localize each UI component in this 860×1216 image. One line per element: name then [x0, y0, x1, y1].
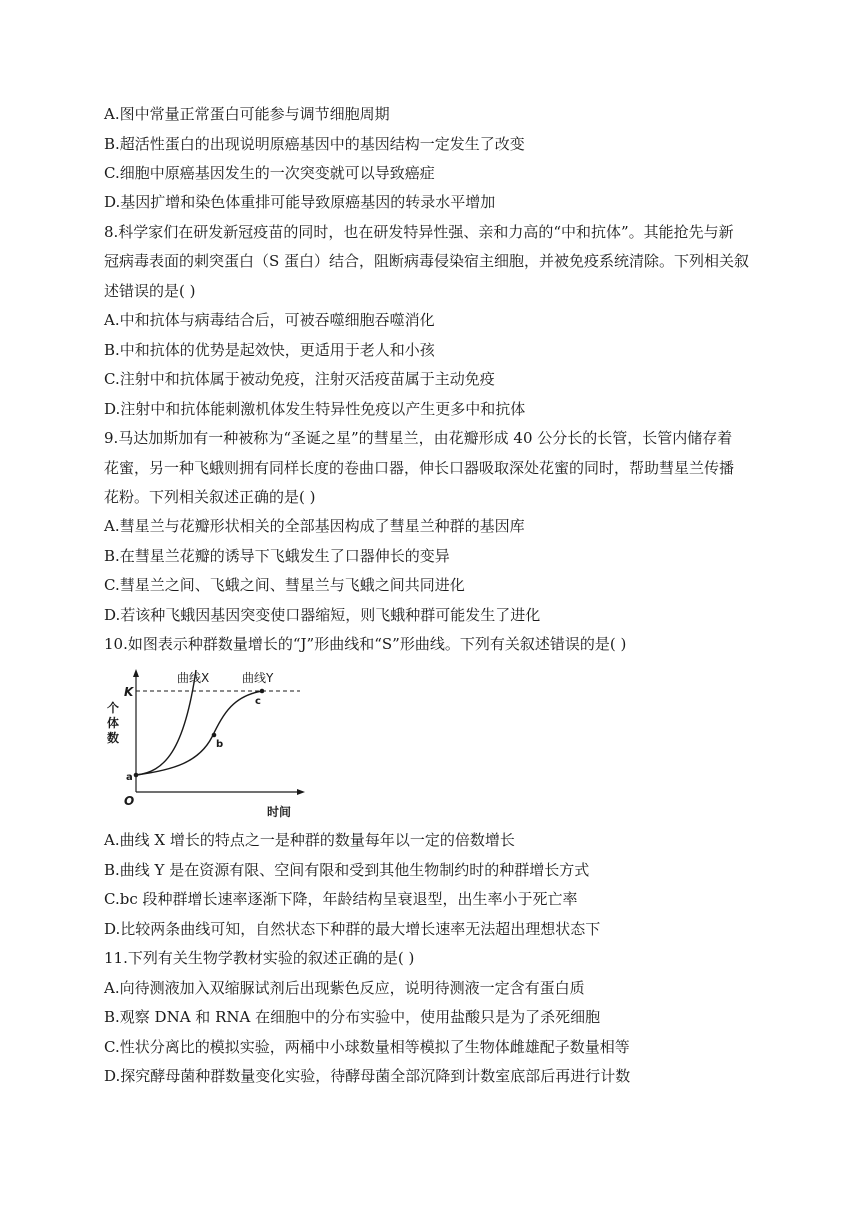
- q11-option-a: A.向待测液加入双缩脲试剂后出现紫色反应，说明待测液一定含有蛋白质: [104, 979, 585, 997]
- curve-x: [136, 670, 196, 775]
- q11-option-c: C.性状分离比的模拟实验，两桶中小球数量相等模拟了生物体雌雄配子数量相等: [104, 1038, 630, 1056]
- point-b-label: b: [216, 739, 224, 750]
- q8-stem-line-1: 8.科学家们在研发新冠疫苗的同时，也在研发特异性强、亲和力高的“中和抗体”。其能抢先与新: [104, 223, 734, 241]
- q10-option-b: B.曲线 Y 是在资源有限、空间有限和受到其他生物制约时的种群增长方式: [104, 861, 590, 879]
- q7-option-c: C.细胞中原癌基因发生的一次突变就可以导致癌症: [104, 164, 435, 182]
- q10-option-a: A.曲线 X 增长的特点之一是种群的数量每年以一定的倍数增长: [104, 831, 515, 849]
- population-growth-graph: [104, 662, 310, 822]
- q8-option-b: B.中和抗体的优势是起效快，更适用于老人和小孩: [104, 341, 435, 359]
- q9-option-c: C.彗星兰之间、飞蛾之间、彗星兰与飞蛾之间共同进化: [104, 576, 465, 594]
- y-axis-label-2: 体: [107, 716, 120, 730]
- q9-stem-line-3: 花粉。下列相关叙述正确的是( ): [104, 488, 316, 506]
- q10-option-c: C.bc 段种群增长速率逐渐下降，年龄结构呈衰退型，出生率小于死亡率: [104, 890, 578, 908]
- point-b: [212, 733, 217, 738]
- point-a-label: a: [126, 772, 133, 783]
- q9-option-b: B.在彗星兰花瓣的诱导下飞蛾发生了口器伸长的变异: [104, 547, 450, 565]
- y-axis-arrow: [133, 669, 139, 677]
- q7-option-a: A.图中常量正常蛋白可能参与调节细胞周期: [104, 105, 390, 123]
- q7-option-b: B.超活性蛋白的出现说明原癌基因中的基因结构一定发生了改变: [104, 135, 525, 153]
- q8-option-a: A.中和抗体与病毒结合后，可被吞噬细胞吞噬消化: [104, 311, 435, 329]
- q9-option-a: A.彗星兰与花瓣形状相关的全部基因构成了彗星兰种群的基因库: [104, 517, 525, 535]
- x-axis-label: 时间: [267, 805, 292, 819]
- curve-y-label: 曲线Y: [242, 671, 274, 685]
- q11-stem: 11.下列有关生物学教材实验的叙述正确的是( ): [104, 949, 415, 967]
- q9-stem-line-2: 花蜜，另一种飞蛾则拥有同样长度的卷曲口器，伸长口器吸取深处花蜜的同时，帮助彗星兰传播: [104, 459, 735, 477]
- q7-option-d: D.基因扩增和染色体重排可能导致原癌基因的转录水平增加: [104, 193, 496, 211]
- q8-stem-line-2: 冠病毒表面的刺突蛋白（S 蛋白）结合，阻断病毒侵染宿主细胞，并被免疫系统清除。下列相关叙: [104, 252, 750, 270]
- point-c-label: c: [255, 696, 261, 707]
- q9-option-d: D.若该种飞蛾因基因突变使口器缩短，则飞蛾种群可能发生了进化: [104, 606, 541, 624]
- curve-x-label: 曲线X: [177, 671, 210, 685]
- q11-option-d: D.探究酵母菌种群数量变化实验，待酵母菌全部沉降到计数室底部后再进行计数: [104, 1067, 631, 1085]
- q10-option-d: D.比较两条曲线可知，自然状态下种群的最大增长速率无法超出理想状态下: [104, 920, 601, 938]
- q11-option-b: B.观察 DNA 和 RNA 在细胞中的分布实验中，使用盐酸只是为了杀死细胞: [104, 1008, 601, 1026]
- point-c: [260, 689, 265, 694]
- point-a: [134, 773, 139, 778]
- k-label: K: [124, 685, 134, 699]
- y-axis-label-1: 个: [107, 701, 120, 715]
- x-axis-arrow: [297, 789, 305, 795]
- q8-option-d: D.注射中和抗体能刺激机体发生特异性免疫以产生更多中和抗体: [104, 400, 526, 418]
- curve-y: [136, 691, 262, 775]
- q9-stem-line-1: 9.马达加斯加有一种被称为“圣诞之星”的彗星兰，由花瓣形成 40 公分长的长管，长管内储存着: [104, 429, 733, 447]
- y-axis-label-3: 数: [107, 731, 120, 745]
- q8-stem-line-3: 述错误的是( ): [104, 282, 196, 300]
- origin-label: O: [124, 794, 135, 808]
- q8-option-c: C.注射中和抗体属于被动免疫，注射灭活疫苗属于主动免疫: [104, 370, 495, 388]
- q10-stem: 10.如图表示种群数量增长的“J”形曲线和“S”形曲线。下列有关叙述错误的是( ): [104, 635, 627, 653]
